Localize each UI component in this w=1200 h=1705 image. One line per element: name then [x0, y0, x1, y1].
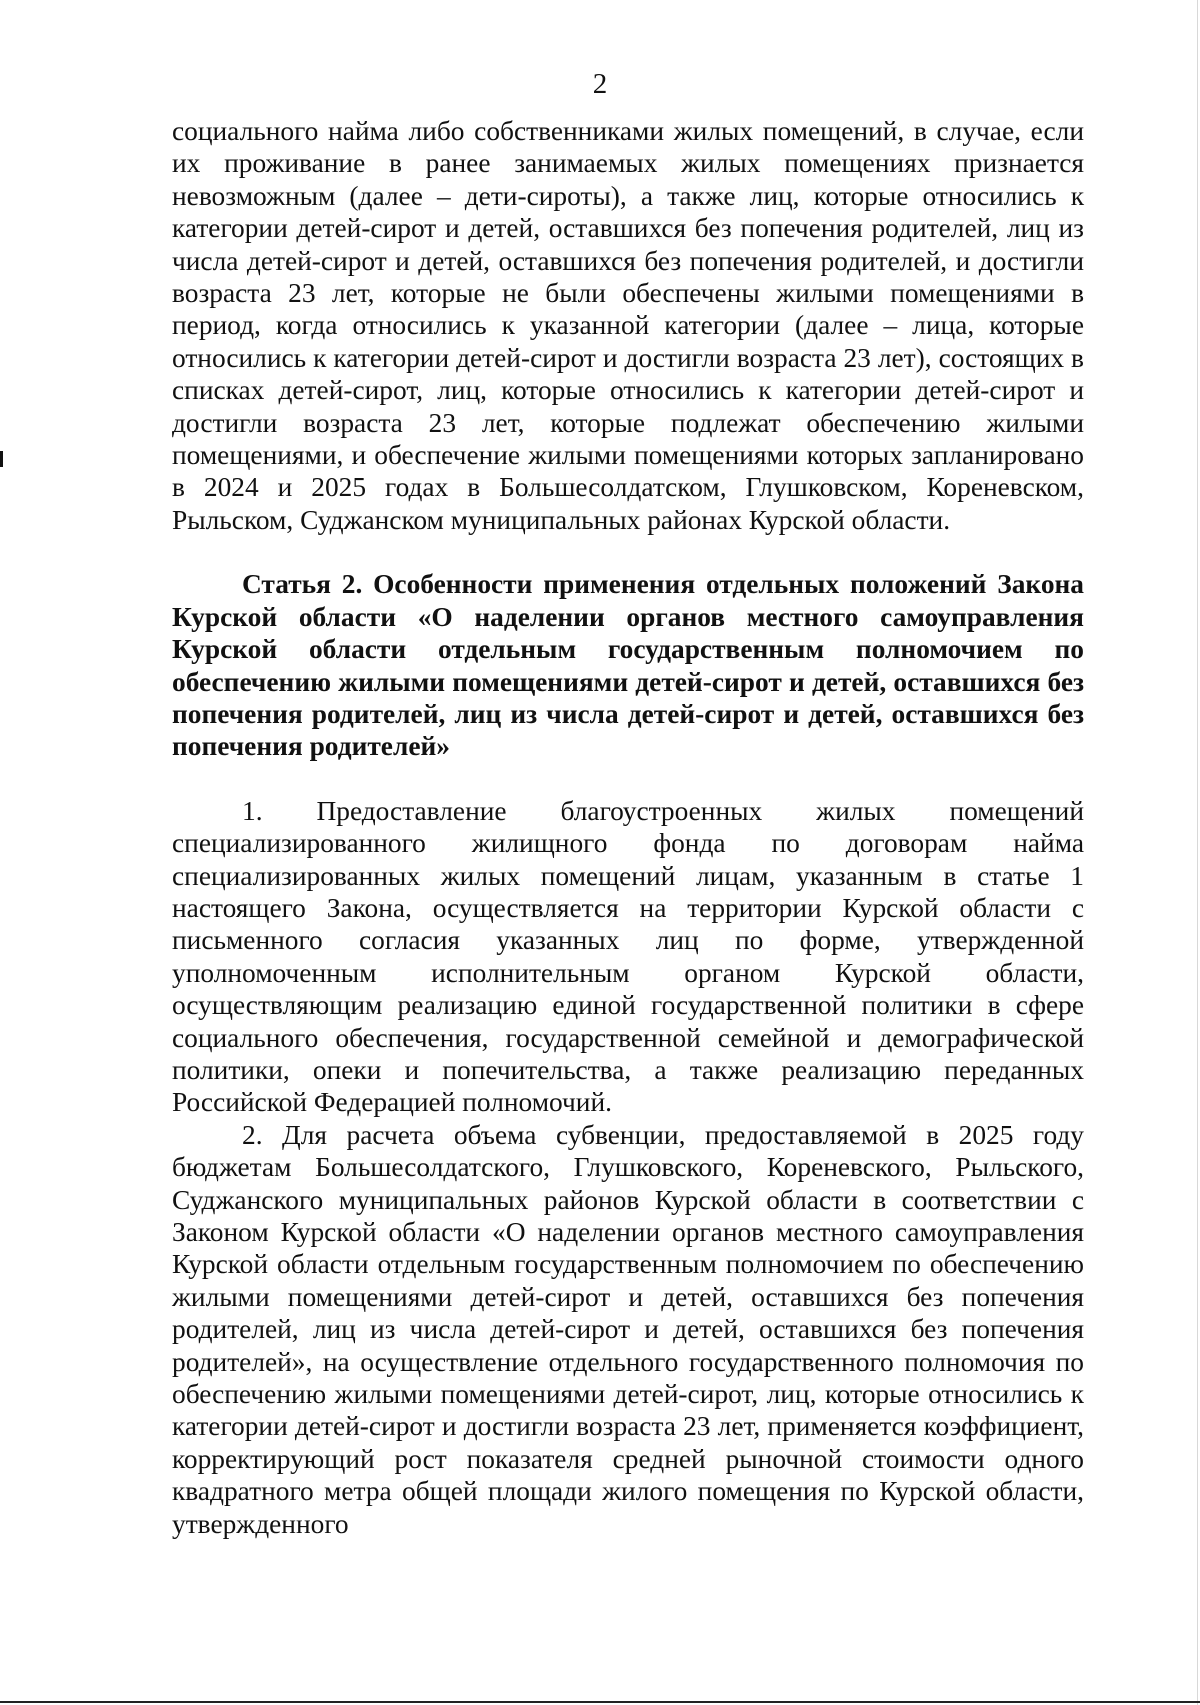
- scan-right-edge: [1197, 0, 1198, 1705]
- scan-margin-mark: [0, 451, 3, 467]
- clause-2-paragraph: 2. Для расчета объема субвенции, предоставляемой в 2025 году бюджетам Большесолдатского, Глушковского, Кореневского, Рыльского, Суджанского муниципальных районов Курской области в соответствии с Законом Курской области «О наделении органов местного самоуправления Курской области отдельным государственным полномочием по обеспечению жилыми помещениями детей-сирот и детей, оставшихся без попечения родителей, лиц из числа детей-сирот и детей, оставшихся без попечения родителей», на осуществление отдельного государственного полномочия по обеспечению жилыми помещениями детей-сирот, лиц, которые относились к категории детей-сирот и достигли возраста 23 лет, применяется коэффициент, корректирующий рост показателя средней рыночной стоимости одного квадратного метра общей площади жилого помещения по Курской области, утвержденного: [172, 1119, 1084, 1539]
- document-body: [172, 115, 1084, 1540]
- clause-1-paragraph: 1. Предоставление благоустроенных жилых помещений специализированного жилищного фонда по договорам найма специализированных жилых помещений лицам, указанным в статье 1 настоящего Закона, осуществляется на территории Курской области с письменного согласия указанных лиц по форме, утвержденной уполномоченным исполнительным органом Курской области, осуществляющим реализацию единой государственной политики в сфере социального обеспечения, государственной семейной и демографической политики, опеки и попечительства, а также реализацию переданных Российской Федерацией полномочий.: [172, 795, 1084, 1118]
- scan-bottom-edge: [0, 1701, 1200, 1703]
- article-2-heading: Статья 2. Особенности применения отдельных положений Закона Курской области «О наделении органов местного самоуправления Курской области отдельным государственным полномочием по обеспечению жилыми помещениями детей-сирот и детей, оставшихся без попечения родителей, лиц из числа детей-сирот и детей, оставшихся без попечения родителей»: [172, 569, 1084, 762]
- page-number: 2: [592, 68, 608, 100]
- continuation-paragraph: социального найма либо собственниками жилых помещений, в случае, если их проживание в ранее занимаемых жилых помещениях признается невозможным (далее – дети-сироты), а также лиц, которые относились к категории детей-сирот и детей, оставшихся без попечения родителей, лиц из числа детей-сирот и детей, оставшихся без попечения родителей, и достигли возраста 23 лет, которые не были обеспечены жилыми помещениями в период, когда относились к указанной категории (далее – лица, которые относились к категории детей-сирот и достигли возраста 23 лет), состоящих в списках детей-сирот, лиц, которые относились к категории детей-сирот и достигли возраста 23 лет, которые подлежат обеспечению жилыми помещениями, и обеспечение жилыми помещениями которых запланировано в 2024 и 2025 годах в Большесолдатском, Глушковском, Кореневском, Рыльском, Суджанском муниципальных районах Курской области.: [172, 116, 1084, 535]
